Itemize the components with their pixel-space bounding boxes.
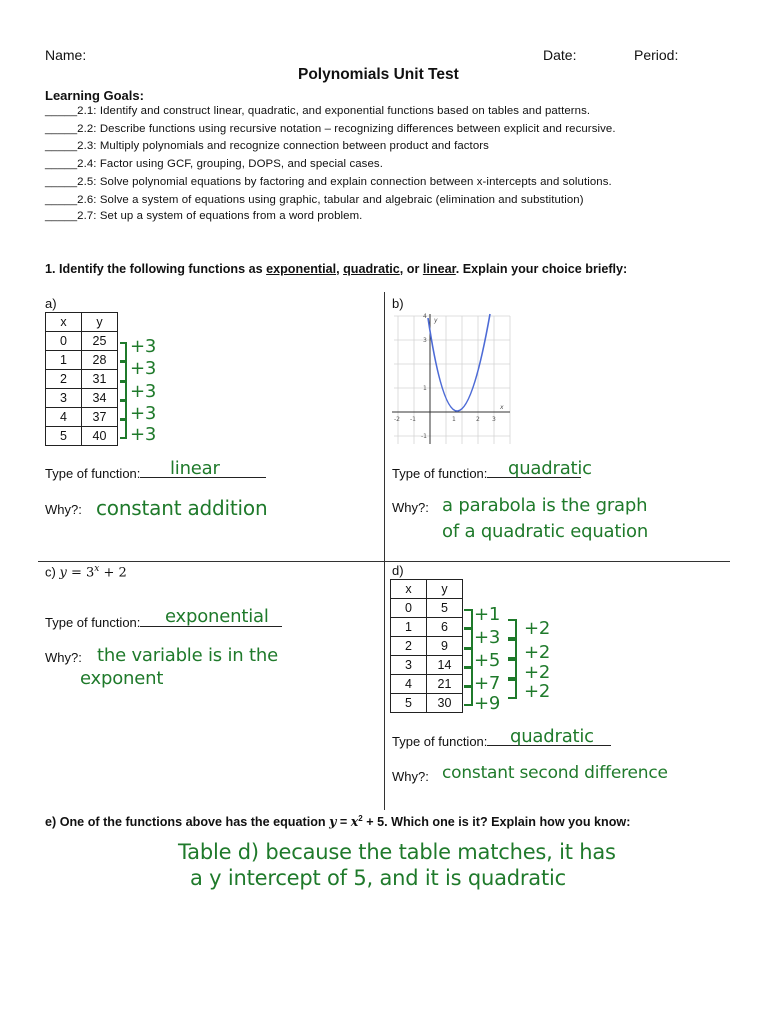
graph-tick: 4 bbox=[423, 313, 427, 320]
table-row bbox=[391, 656, 463, 675]
table-row bbox=[391, 637, 463, 656]
equation-exponent: 2 bbox=[358, 814, 363, 823]
cell: 1 bbox=[46, 351, 82, 370]
cell: 34 bbox=[82, 389, 118, 408]
table-row bbox=[391, 599, 463, 618]
cell: 6 bbox=[427, 618, 463, 637]
table-row bbox=[391, 618, 463, 637]
part-e-question bbox=[45, 814, 630, 829]
goal-item: _____2.6: Solve a system of equations using graphic, tabular and algebraic (elimination and substitution) bbox=[45, 194, 584, 206]
goal-item: _____2.2: Describe functions using recursive notation – recognizing differences between explicit and recursive. bbox=[45, 123, 616, 135]
cell: 37 bbox=[82, 408, 118, 427]
table-row bbox=[46, 408, 118, 427]
part-e-answer: a y intercept of 5, and it is quadratic bbox=[190, 866, 566, 890]
part-a-diff: +3 bbox=[130, 358, 157, 379]
part-d-first-diff: +3 bbox=[474, 627, 501, 648]
graph-tick: -1 bbox=[410, 416, 416, 423]
word-linear: linear bbox=[422, 262, 456, 276]
part-d-why-answer: constant second difference bbox=[442, 763, 668, 783]
part-a-label: a) bbox=[45, 296, 57, 311]
part-e-suffix: . Which one is it? Explain how you know: bbox=[384, 815, 631, 830]
part-a-diff: +3 bbox=[130, 403, 157, 424]
cell: 31 bbox=[82, 370, 118, 389]
part-d-why-label: Why?: bbox=[392, 769, 429, 784]
part-b-graph bbox=[390, 310, 512, 446]
type-label-text: Type of function: bbox=[45, 615, 141, 630]
part-b-why-label: Why?: bbox=[392, 500, 429, 515]
cell: 0 bbox=[391, 599, 427, 618]
cell: 2 bbox=[391, 637, 427, 656]
part-c-why-label: Why?: bbox=[45, 650, 82, 665]
cell: 28 bbox=[82, 351, 118, 370]
type-label-text: Type of function: bbox=[392, 734, 488, 749]
question-1 bbox=[45, 262, 627, 276]
equation-eq: = 3 bbox=[66, 565, 95, 581]
table-header: y bbox=[427, 580, 463, 599]
cell: 3 bbox=[46, 389, 82, 408]
cell: 5 bbox=[391, 694, 427, 713]
cell: 5 bbox=[46, 427, 82, 446]
graph-tick: 2 bbox=[476, 416, 480, 423]
table-row bbox=[46, 351, 118, 370]
equation-exponent: x bbox=[94, 564, 100, 574]
equation-y: y bbox=[59, 565, 67, 581]
equation-eq: = bbox=[336, 815, 351, 830]
equation-tail: + 5 bbox=[362, 815, 385, 830]
table-header: x bbox=[46, 313, 82, 332]
cell: 1 bbox=[391, 618, 427, 637]
part-d-first-diff: +1 bbox=[474, 604, 501, 625]
part-d-second-diff: +2 bbox=[524, 642, 551, 663]
table-row bbox=[46, 332, 118, 351]
cell: 4 bbox=[46, 408, 82, 427]
question-1-prefix: 1. Identify the following functions as bbox=[45, 262, 267, 276]
cell: 30 bbox=[427, 694, 463, 713]
part-d-first-diff: +5 bbox=[474, 650, 501, 671]
part-a-diff: +3 bbox=[130, 381, 157, 402]
cell: 40 bbox=[82, 427, 118, 446]
horizontal-divider bbox=[38, 561, 730, 562]
parabola-curve bbox=[428, 314, 490, 411]
page-title: Polynomials Unit Test bbox=[298, 66, 459, 83]
name-label: Name: bbox=[45, 47, 87, 63]
table-row bbox=[391, 675, 463, 694]
cell: 0 bbox=[46, 332, 82, 351]
cell: 9 bbox=[427, 637, 463, 656]
part-a-diff: +3 bbox=[130, 424, 157, 445]
part-a-table bbox=[45, 312, 118, 446]
cell: 2 bbox=[46, 370, 82, 389]
part-c-why-answer: the variable is in the bbox=[97, 645, 278, 666]
part-d-second-diff: +2 bbox=[524, 681, 551, 702]
part-a-type-answer: linear bbox=[170, 458, 220, 479]
question-1-suffix: . Explain your choice briefly: bbox=[455, 262, 628, 276]
part-d-type-answer: quadratic bbox=[510, 726, 594, 747]
learning-goals-heading: Learning Goals: bbox=[45, 88, 144, 103]
equation-y: y bbox=[329, 814, 337, 830]
graph-tick: 1 bbox=[452, 416, 456, 423]
graph-tick: -1 bbox=[421, 433, 427, 440]
part-d-table bbox=[390, 579, 463, 713]
equation-tail: + 2 bbox=[99, 565, 127, 581]
part-a-type-label bbox=[45, 466, 266, 481]
part-d-first-diff: +7 bbox=[474, 673, 501, 694]
cell: 4 bbox=[391, 675, 427, 694]
cell: 5 bbox=[427, 599, 463, 618]
cell: 21 bbox=[427, 675, 463, 694]
part-e-answer: Table d) because the table matches, it has bbox=[178, 840, 616, 864]
graph-y-axis-label: y bbox=[434, 317, 438, 324]
graph-tick: 3 bbox=[492, 416, 496, 423]
cell: 3 bbox=[391, 656, 427, 675]
table-header: y bbox=[82, 313, 118, 332]
part-c-label: c) bbox=[45, 564, 56, 580]
part-c-type-answer: exponential bbox=[165, 606, 269, 627]
goal-item: _____2.4: Factor using GCF, grouping, DOPS, and special cases. bbox=[45, 158, 383, 170]
goal-item: _____2.3: Multiply polynomials and recognize connection between product and factors bbox=[45, 140, 489, 152]
graph-x-axis-label: x bbox=[500, 404, 504, 411]
sep: , or bbox=[399, 262, 423, 276]
period-label: Period: bbox=[634, 47, 679, 63]
part-d-first-diff: +9 bbox=[474, 693, 501, 714]
graph-tick: -2 bbox=[394, 416, 400, 423]
part-d-label: d) bbox=[392, 563, 404, 578]
part-a-why-answer: constant addition bbox=[96, 496, 268, 520]
table-row bbox=[46, 389, 118, 408]
graph-tick: 3 bbox=[423, 337, 427, 344]
date-label: Date: bbox=[543, 47, 577, 63]
table-row bbox=[46, 370, 118, 389]
cell: 14 bbox=[427, 656, 463, 675]
part-a-why-label: Why?: bbox=[45, 502, 82, 517]
part-c-question bbox=[45, 564, 127, 580]
word-quadratic: quadratic bbox=[343, 262, 400, 276]
part-b-label: b) bbox=[392, 296, 404, 311]
goal-item: _____2.5: Solve polynomial equations by factoring and explain connection between x-intercepts and solutions. bbox=[45, 176, 612, 188]
vertical-divider bbox=[384, 292, 385, 810]
graph-tick: 1 bbox=[423, 385, 427, 392]
goal-item: _____2.1: Identify and construct linear, quadratic, and exponential functions based on tables and patterns. bbox=[45, 105, 591, 117]
type-label-text: Type of function: bbox=[45, 466, 141, 481]
table-row bbox=[391, 694, 463, 713]
part-b-type-answer: quadratic bbox=[508, 458, 592, 479]
part-e-prefix: e) One of the functions above has the equation bbox=[45, 815, 330, 830]
equation-x: x bbox=[350, 814, 359, 830]
sep: , bbox=[336, 262, 344, 276]
table-row bbox=[46, 427, 118, 446]
goal-item: _____2.7: Set up a system of equations from a word problem. bbox=[45, 210, 363, 222]
part-d-second-diff: +2 bbox=[524, 662, 551, 683]
part-d-second-diff: +2 bbox=[524, 618, 551, 639]
type-label-text: Type of function: bbox=[392, 466, 488, 481]
part-c-why-answer: exponent bbox=[80, 668, 164, 689]
part-b-why-answer: a parabola is the graph bbox=[442, 495, 648, 516]
cell: 25 bbox=[82, 332, 118, 351]
part-b-why-answer: of a quadratic equation bbox=[442, 521, 649, 542]
table-header: x bbox=[391, 580, 427, 599]
part-a-diff: +3 bbox=[130, 336, 157, 357]
word-exponential: exponential bbox=[266, 262, 337, 276]
